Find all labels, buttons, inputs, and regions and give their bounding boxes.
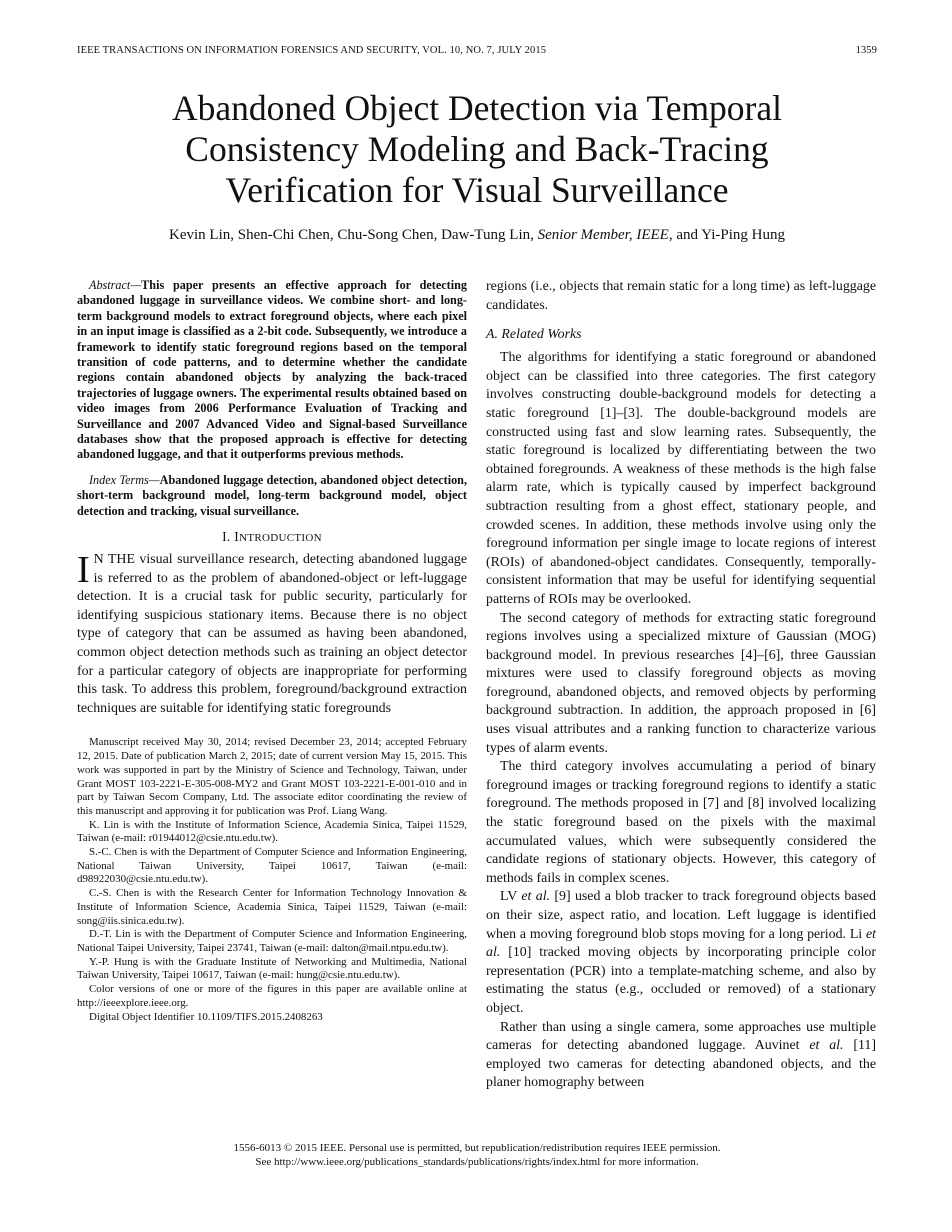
et-al: et al.: [521, 889, 551, 905]
index-terms: [77, 473, 467, 519]
footnotes: [77, 736, 467, 1024]
section-title-initial: I: [234, 529, 240, 545]
section-heading-introduction: [77, 529, 467, 545]
footnote-author: Y.-P. Hung is with the Graduate Institute of Networking and Multimedia, National Taiwan University, Taipei 10617, Taiwan (e-mail: hung@csie.ntu.edu.tw).: [77, 955, 467, 982]
footnote-author: K. Lin is with the Institute of Information Science, Academia Sinica, Taipei 11529, Taiwan (e-mail: r01944012@csie.ntu.edu.tw).: [77, 818, 467, 845]
abstract: [77, 278, 467, 463]
abstract-label: Abstract: [89, 278, 131, 292]
right-column: [486, 278, 876, 1093]
copyright-notice: [77, 1141, 877, 1169]
text-run: Rather than using a single camera, some approaches use multiple cameras for detecting abandoned luggage. Auvinet: [486, 1019, 876, 1054]
page-number: 1359: [855, 45, 877, 56]
body-paragraph: [486, 1019, 876, 1093]
author-list: [77, 227, 877, 244]
paper-title: [77, 88, 877, 211]
footnote-manuscript: Manuscript received May 30, 2014; revised December 23, 2014; accepted February 12, 2015. Date of publication March 2, 2015; date of current version May 15, 2015. This work was supported in part by the Ministry of Science and Technology, Taiwan, under Grant MOST 103-2221-E-305-008-MY2 and Grant MOST 103-2221-E-001-010 and in part by Taiwan Secom Company, Ltd. The associate editor coordinating the review of this manuscript and approving it for publication was Prof. Liang Wang.: [77, 736, 467, 817]
et-al: et al.: [809, 1038, 844, 1054]
text-run: LV: [500, 889, 522, 905]
section-numeral: I.: [222, 529, 235, 545]
title-line: Abandoned Object Detection via Temporal: [171, 88, 783, 128]
text-run: [11] employed two cameras for detecting abandoned objects, and the planer homography between: [486, 1038, 876, 1091]
copyright-line: 1556-6013 © 2015 IEEE. Personal use is permitted, but republication/redistribution requires IEEE permission.: [233, 1142, 721, 1154]
left-column: [77, 278, 467, 1024]
et-al: et al.: [486, 926, 876, 961]
journal-name: IEEE TRANSACTIONS ON INFORMATION FORENSICS AND SECURITY, VOL. 10, NO. 7, JULY 2015: [77, 45, 547, 56]
text-run: [10] tracked moving objects by incorporating principle color representation (PCR) into a template-matching scheme, and also by estimating the status (e.g., occluded or removed) of a stationary object.: [486, 945, 876, 1016]
author-names: Kevin Lin, Shen-Chi Chen, Chu-Song Chen, Daw-Tung Lin,: [169, 227, 538, 243]
index-terms-label: Index Terms: [89, 472, 149, 487]
footnote-author: S.-C. Chen is with the Department of Computer Science and Information Engineering, National Taiwan University, Taipei 10617, Taiwan (e-mail: d98922030@csie.ntu.edu.tw).: [77, 846, 467, 886]
abstract-dash: —: [130, 278, 142, 292]
drop-cap: I: [77, 549, 90, 592]
subsection-heading-related-works: A. Related Works: [486, 327, 582, 343]
continuation-paragraph: regions (i.e., objects that remain static for a long time) as left-luggage candidates.: [486, 279, 876, 313]
index-terms-dash: —: [148, 472, 160, 487]
intro-paragraph: [77, 551, 467, 718]
footnote-color-versions: Color versions of one or more of the figures in this paper are available online at http://ieeexplore.ieee.org.: [77, 983, 467, 1009]
section-title-rest: NTRODUCTION: [239, 532, 322, 545]
running-header: [77, 45, 877, 61]
rights-link-line: See http://www.ieee.org/publications_standards/publications/rights/index.html for more information.: [255, 1156, 699, 1168]
body-paragraph: [486, 888, 876, 1018]
footnote-author: C.-S. Chen is with the Research Center for Information Technology Innovation & Institute of Information Science, Academia Sinica, Taipei 11529, Taiwan (e-mail: song@iis.sinica.edu.tw).: [77, 887, 467, 927]
footnote-doi: Digital Object Identifier 10.1109/TIFS.2015.2408263: [89, 1010, 323, 1023]
author-role: Senior Member, IEEE: [537, 227, 669, 243]
text-run: [9] used a blob tracker to track foreground objects based on their size, aspect ratio, and location. Left luggage is identified when a moving foreground blob stops moving for a long period. Li: [486, 889, 876, 942]
title-line: Verification for Visual Surveillance: [225, 170, 729, 210]
intro-text: N THE visual surveillance research, detecting abandoned luggage is referred to as the problem of abandoned-object or left-luggage detection. It is a crucial task for public security, particularly for identifying suspicious stationary items. Because there is no object type of category that can be assumed as having been abandoned, common object detection methods such as training an object detector for a particular category of objects are inappropriate for performing this task. To address this problem, foreground/background extraction techniques are suitable for identifying static foregrounds: [77, 552, 467, 716]
body-paragraph: The second category of methods for extracting static foreground regions involves using a specialized mixture of Gaussian (MOG) background model. In previous researches [4]–[6], three Gaussian mixtures were used to classify foreground objects as moving foreground, abandoned objects, and removed objects by performing background subtraction. In addition, the approach proposed in [6] uses visual attributes and a ranking function to characterize various types of alarm events.: [486, 610, 876, 756]
title-line: Consistency Modeling and Back-Tracing: [185, 129, 769, 169]
abstract-text: This paper presents an effective approach for detecting abandoned luggage in surveillance videos. We combine short- and long-term background models to extract foreground objects, where each pixel in an input image is classified as a 2-bit code. Subsequently, we introduce a framework to identify static foreground regions based on the temporal transition of code patterns, and to determine whether the candidate regions contain abandoned objects by analyzing the back-traced trajectories of luggage owners. The experimental results obtained based on video images from 2006 Performance Evaluation of Tracking and Surveillance and 2007 Advanced Video and Signal-based Surveillance databases show that the proposed approach is effective for detecting abandoned luggage, and that it outperforms previous methods.: [77, 278, 467, 462]
author-tail: , and Yi-Ping Hung: [668, 227, 785, 243]
footnote-author: D.-T. Lin is with the Department of Computer Science and Information Engineering, National Taipei University, Taipei 23741, Taiwan (e-mail: dalton@mail.ntpu.edu.tw).: [77, 928, 467, 954]
index-terms-text: Abandoned luggage detection, abandoned object detection, short-term background model, long-term background model, object detection and tracking, visual surveillance.: [77, 472, 467, 518]
body-paragraph: The algorithms for identifying a static foreground or abandoned object can be classified into three categories. The first category involves constructing double-background models for detecting a static foreground [1]–[3]. The double-background models are constructed using fast and slow learning rates. Subsequently, the static foreground is localized by differentiating between the two obtained foregrounds. A weakness of these methods is the high false alarm rate, which is typically caused by imperfect background subtraction resulting from a ghost effect, stationary people, and crowded scenes. In addition, these methods involve using only the foreground information per single image to locate regions of interest (ROIs) of abandoned-object candidates. Consequently, temporally-consistent information that may be useful for identifying sequential patterns of ROIs may be overlooked.: [486, 350, 876, 607]
body-paragraph: The third category involves accumulating a period of binary foreground images or tracking foreground regions to identify a static foreground. The methods proposed in [7] and [8] involved localizing the static foreground based on the pixels with the maximal accumulated values, which were subsequently considered the candidate regions of stationary objects. However, this category of methods fails in complex scenes.: [486, 759, 876, 886]
